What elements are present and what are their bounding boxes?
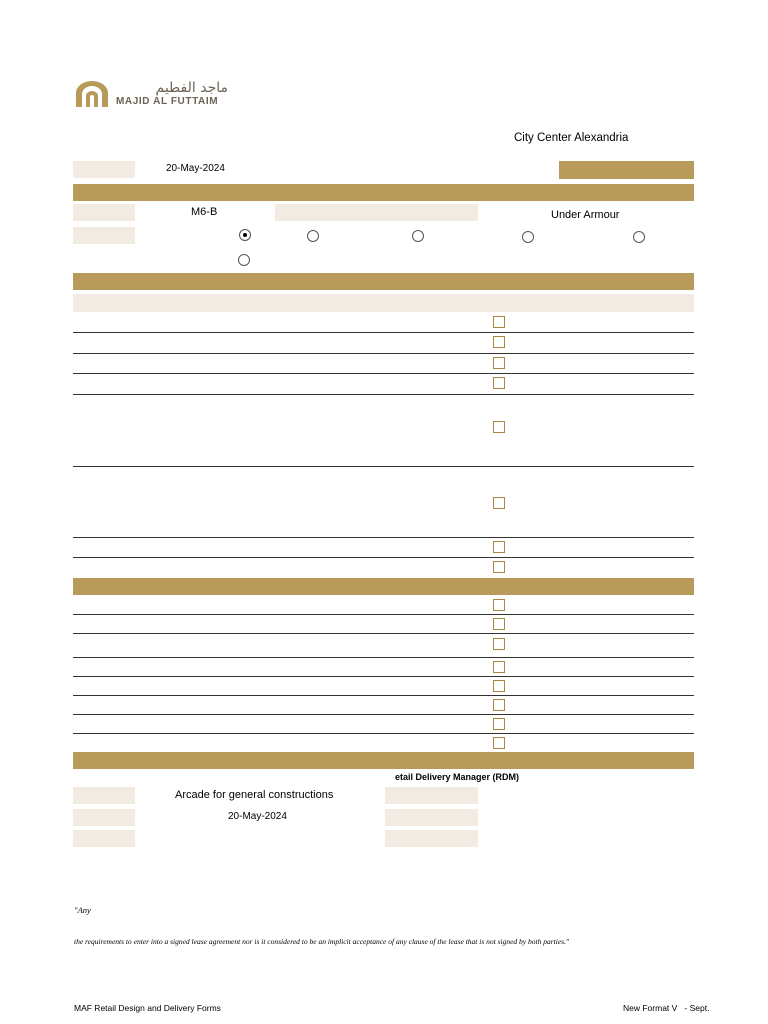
location-title: City Center Alexandria xyxy=(514,132,629,144)
checkbox[interactable] xyxy=(493,737,505,749)
row-divider xyxy=(73,373,694,374)
logo-arch-icon xyxy=(74,81,110,107)
company-logo xyxy=(74,80,234,110)
radio-option-2[interactable] xyxy=(307,230,319,242)
row-divider xyxy=(73,676,694,677)
signature-label-cell xyxy=(73,830,135,847)
checkbox[interactable] xyxy=(493,599,505,611)
radio-option-4[interactable] xyxy=(522,231,534,243)
contractor-value: Arcade for general constructions xyxy=(175,789,334,801)
checkbox[interactable] xyxy=(493,421,505,433)
checkbox[interactable] xyxy=(493,541,505,553)
row-divider xyxy=(73,657,694,658)
section-band-1 xyxy=(73,184,694,201)
row-divider xyxy=(73,714,694,715)
checkbox[interactable] xyxy=(493,561,505,573)
rdm-label: etail Delivery Manager (RDM) xyxy=(395,772,520,782)
checkbox[interactable] xyxy=(493,357,505,369)
checkbox[interactable] xyxy=(493,680,505,692)
row-divider xyxy=(73,695,694,696)
date-label-cell xyxy=(73,161,135,178)
radio-option-1[interactable] xyxy=(239,229,251,241)
row-divider xyxy=(73,557,694,558)
type-label-cell xyxy=(73,227,135,244)
logo-arabic-text: ماجد الفطيم xyxy=(155,80,228,96)
row-divider xyxy=(73,633,694,634)
checkbox[interactable] xyxy=(493,618,505,630)
footer-right: New Format V - Sept. xyxy=(623,1003,710,1013)
checkbox[interactable] xyxy=(493,718,505,730)
input-cell[interactable] xyxy=(275,204,478,221)
disclaimer-text: the requirements to enter into a signed lease agreement nor is it considered to be an implicit acceptance of any clause of the lease that is not signed by both parties." xyxy=(74,937,570,946)
checkbox[interactable] xyxy=(493,699,505,711)
section-band-2 xyxy=(73,273,694,290)
section-band-4 xyxy=(73,752,694,769)
rdm-date-cell[interactable] xyxy=(385,809,478,826)
subheader-row xyxy=(73,294,694,312)
row-divider xyxy=(73,394,694,395)
checkbox[interactable] xyxy=(493,377,505,389)
checkbox[interactable] xyxy=(493,316,505,328)
date-label-cell-2 xyxy=(73,809,135,826)
row-divider xyxy=(73,353,694,354)
footer-left: MAF Retail Design and Delivery Forms xyxy=(74,1003,221,1013)
row-divider xyxy=(73,537,694,538)
radio-option-6[interactable] xyxy=(238,254,250,266)
radio-option-5[interactable] xyxy=(633,231,645,243)
disclaimer-open: "Any xyxy=(74,905,91,915)
radio-option-3[interactable] xyxy=(412,230,424,242)
unit-value: M6-B xyxy=(191,206,218,218)
unit-label-cell xyxy=(73,204,135,221)
row-divider xyxy=(73,733,694,734)
checkbox[interactable] xyxy=(493,336,505,348)
date-value: 20-May-2024 xyxy=(166,163,225,174)
row-divider xyxy=(73,614,694,615)
checkbox[interactable] xyxy=(493,661,505,673)
date-value-2: 20-May-2024 xyxy=(228,811,287,822)
rdm-name-cell[interactable] xyxy=(385,787,478,804)
checkbox[interactable] xyxy=(493,497,505,509)
logo-text: MAJID AL FUTTAIM xyxy=(116,96,219,107)
contractor-label-cell xyxy=(73,787,135,804)
row-divider xyxy=(73,466,694,467)
section-band-3 xyxy=(73,578,694,595)
brand-value: Under Armour xyxy=(551,209,620,221)
row-divider xyxy=(73,332,694,333)
header-right-band xyxy=(559,161,694,179)
rdm-signature-cell[interactable] xyxy=(385,830,478,847)
checkbox[interactable] xyxy=(493,638,505,650)
